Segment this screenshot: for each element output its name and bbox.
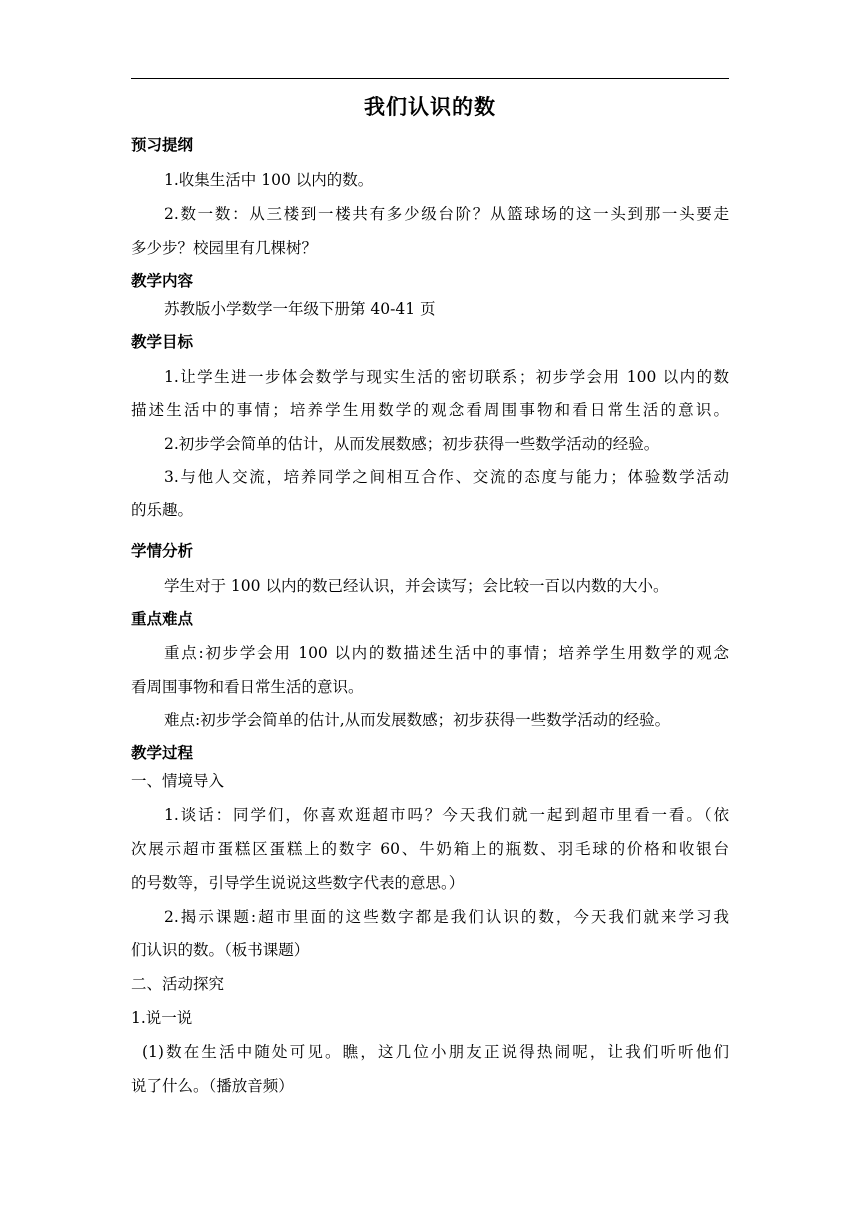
- paragraph: 多少步？校园里有几棵树？: [131, 239, 318, 257]
- paragraph: 2.数一数：从三楼到一楼共有多少级台阶？从篮球场的这一头到那一头要走: [164, 205, 729, 223]
- paragraph: 重点:初步学会用 100 以内的数描述生活中的事情；培养学生用数学的观念: [164, 644, 729, 662]
- paragraph: 2.揭示课题:超市里面的这些数字都是我们认识的数，今天我们就来学习我: [164, 908, 729, 926]
- subheading: 一、情境导入: [131, 772, 225, 790]
- paragraph: (1)数在生活中随处可见。瞧，这几位小朋友正说得热闹呢，让我们听听他们: [142, 1043, 729, 1061]
- paragraph: 学生对于 100 以内的数已经认识，并会读写；会比较一百以内数的大小。: [164, 577, 669, 595]
- paragraph: 1.谈话：同学们，你喜欢逛超市吗？今天我们就一起到超市里看一看。（依: [164, 806, 729, 824]
- subheading: 二、活动探究: [131, 975, 225, 993]
- section-heading-process: 教学过程: [131, 744, 194, 762]
- section-heading-keypoints: 重点难点: [131, 610, 194, 628]
- paragraph: 2.初步学会简单的估计，从而发展数感；初步获得一些数学活动的经验。: [164, 435, 660, 453]
- paragraph: 们认识的数。（板书课题）: [131, 941, 310, 959]
- page-title: 我们认识的数: [364, 95, 496, 119]
- paragraph: 1.让学生进一步体会数学与现实生活的密切联系；初步学会用 100 以内的数: [164, 368, 729, 386]
- paragraph: 的乐趣。: [131, 501, 194, 519]
- paragraph: 3.与他人交流，培养同学之间相互合作、交流的态度与能力；体验数学活动: [164, 468, 729, 486]
- paragraph: 说了什么。（播放音频）: [131, 1077, 294, 1095]
- paragraph: 难点:初步学会简单的估计,从而发展数感；初步获得一些数学活动的经验。: [164, 711, 671, 729]
- section-heading-analysis: 学情分析: [131, 542, 194, 560]
- paragraph: 苏教版小学数学一年级下册第 40-41 页: [164, 300, 436, 318]
- section-heading-preview: 预习提纲: [131, 136, 194, 154]
- paragraph: 次展示超市蛋糕区蛋糕上的数字 60、牛奶箱上的瓶数、羽毛球的价格和收银台: [131, 840, 729, 858]
- section-heading-content: 教学内容: [131, 272, 194, 290]
- header-rule: [131, 78, 729, 79]
- section-heading-goals: 教学目标: [131, 333, 194, 351]
- subheading: 1.说一说: [131, 1009, 193, 1027]
- paragraph: 看周围事物和看日常生活的意识。: [131, 678, 364, 696]
- paragraph: 描述生活中的事情；培养学生用数学的观念看周围事物和看日常生活的意识。: [131, 401, 729, 419]
- paragraph: 1.收集生活中 100 以内的数。: [164, 171, 374, 189]
- paragraph: 的号数等，引导学生说说这些数字代表的意思。）: [131, 874, 465, 892]
